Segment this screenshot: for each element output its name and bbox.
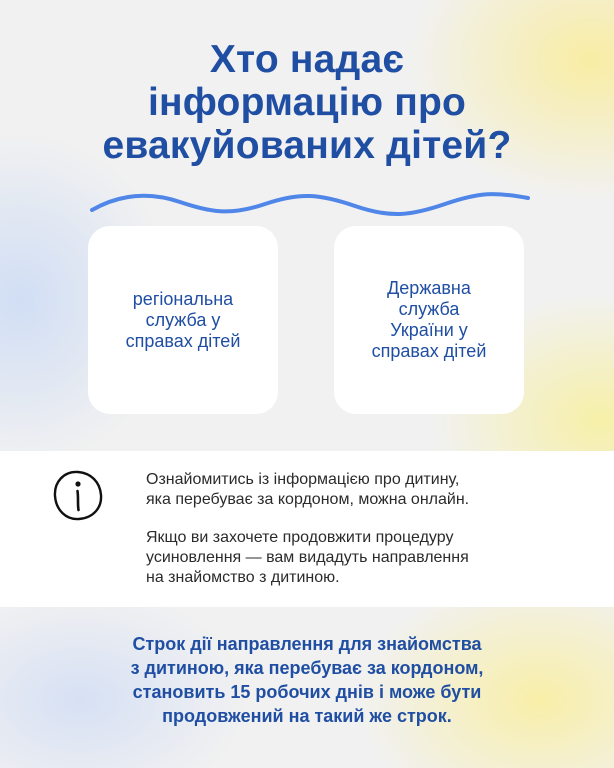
info-line: яка перебуває за кордоном, можна онлайн. (146, 491, 470, 508)
info-line: Якщо ви захочете продовжити процедуру (146, 529, 454, 546)
footer-line: продовжений на такий же строк. (162, 706, 452, 726)
title-line: інформацію про (147, 81, 467, 124)
footer-line: з дитиною, яка перебуває за кордоном, (130, 658, 484, 678)
card-line: регіональна (132, 288, 234, 309)
card-text (126, 289, 241, 352)
card-line: служба (398, 299, 460, 319)
info-paragraph (146, 470, 586, 510)
card-regional-service (88, 226, 278, 414)
card-line: Державна (387, 278, 471, 298)
card-line: справах дітей (371, 341, 487, 361)
footer-note (0, 632, 614, 728)
card-line: служба у (145, 309, 221, 330)
info-line: усиновлення — вам видадуть направлення (146, 549, 469, 566)
card-line: справах дітей (125, 330, 241, 351)
card-state-service (334, 226, 524, 414)
info-text (146, 470, 586, 606)
footer-line: становить 15 робочих днів і може бути (132, 682, 482, 702)
title-line: евакуйованих дітей? (102, 124, 512, 167)
page-title (0, 38, 614, 167)
info-line: Ознайомитись із інформацією про дитину, (146, 471, 460, 488)
card-text (372, 278, 487, 362)
card-line: України у (390, 320, 468, 340)
info-line: на знайомство з дитиною. (146, 569, 340, 586)
title-line: Хто надає (209, 38, 405, 81)
info-icon (50, 468, 106, 524)
wave-decoration (90, 186, 530, 226)
footer-line: Строк дії направлення для знайомства (132, 634, 482, 654)
info-paragraph (146, 528, 586, 588)
